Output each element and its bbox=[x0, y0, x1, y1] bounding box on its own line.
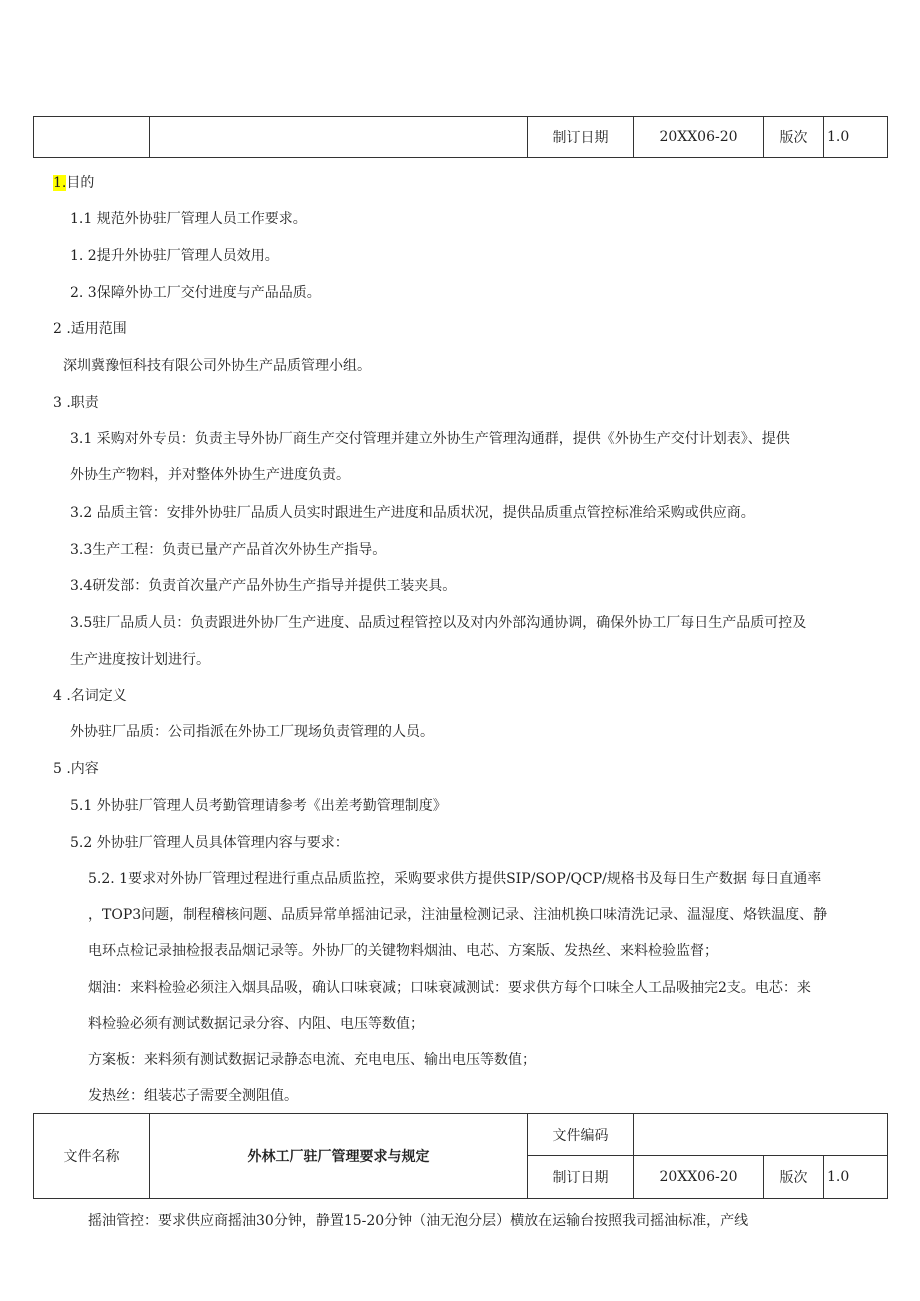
section-1-title: 目的 bbox=[66, 175, 95, 191]
top-header-table bbox=[33, 116, 888, 158]
item-3-2: 3.2 品质主管：安排外协驻厂品质人员实时跟进生产进度和品质状况，提供品质重点管控标准给采购或供应商。 bbox=[70, 505, 755, 521]
section-5-heading: 5 .内容 bbox=[53, 761, 99, 777]
oil-inspection-line2: 料检验必须有测试数据记录分容、内阻、电压等数值； bbox=[88, 1016, 424, 1032]
section-4-heading: 4 .名词定义 bbox=[53, 688, 127, 704]
oil-inspection-line1: 烟油：来料检验必须注入烟具品吸，确认口味衰减；口味衰减测试：要求供方每个口味全人工品吸抽完2支。电芯：来 bbox=[88, 980, 811, 996]
item-3-1-line1: 3.1 采购对外专员：负责主导外协厂商生产交付管理并建立外协生产管理沟通群，提供《外协生产交付计划表》、提供 bbox=[70, 431, 790, 447]
section-1-number: 1. bbox=[53, 175, 67, 191]
section-2-text: 深圳冀豫恒科技有限公司外协生产品质管理小组。 bbox=[63, 358, 371, 374]
bottom-version-label: 版次 bbox=[764, 1156, 824, 1199]
item-3-4: 3.4研发部：负责首次量产产品外协生产指导并提供工装夹具。 bbox=[70, 578, 457, 594]
header-cell-blank-1 bbox=[34, 117, 150, 158]
item-1-1: 1.1 规范外协驻厂管理人员工作要求。 bbox=[70, 211, 307, 227]
item-1-3: 2. 3保障外协工厂交付进度与产品品质。 bbox=[70, 285, 321, 301]
wire-inspection: 发热丝：组装芯子需要全测阻值。 bbox=[88, 1088, 298, 1104]
bottom-date-value: 20XX06-20 bbox=[634, 1156, 764, 1199]
file-code-value bbox=[634, 1114, 888, 1156]
section-1-heading bbox=[53, 173, 94, 193]
version-value: 1.0 bbox=[824, 117, 888, 158]
file-code-label: 文件编码 bbox=[528, 1114, 634, 1156]
board-inspection: 方案板：来料须有测试数据记录静态电流、充电电压、输出电压等数值； bbox=[88, 1052, 536, 1068]
item-3-3: 3.3生产工程：负责已量产产品首次外协生产指导。 bbox=[70, 542, 387, 558]
header-cell-blank-2 bbox=[150, 117, 528, 158]
date-value: 20XX06-20 bbox=[634, 117, 764, 158]
date-label: 制订日期 bbox=[528, 117, 634, 158]
document-title: 外林工厂驻厂管理要求与规定 bbox=[150, 1114, 528, 1199]
item-3-1-line2: 外协生产物料，并对整体外协生产进度负责。 bbox=[70, 467, 350, 483]
bottom-date-label: 制订日期 bbox=[528, 1156, 634, 1199]
item-5-1: 5.1 外协驻厂管理人员考勤管理请参考《出差考勤管理制度》 bbox=[70, 798, 447, 814]
item-5-2-1-line2: ，TOP3问题，制程稽核问题、品质异常单摇油记录，注油量检测记录、注油机换口味清洗记录、温湿度、烙铁温度、静 bbox=[88, 907, 828, 923]
version-label: 版次 bbox=[764, 117, 824, 158]
item-3-5-line2: 生产进度按计划进行。 bbox=[70, 652, 210, 668]
item-3-5-line1: 3.5驻厂品质人员：负责跟进外协厂生产进度、品质过程管控以及对内外部沟通协调，确保外协工厂每日生产品质可控及 bbox=[70, 615, 807, 631]
section-3-heading: 3 .职责 bbox=[53, 395, 99, 411]
item-5-2: 5.2 外协驻厂管理人员具体管理内容与要求： bbox=[70, 835, 349, 851]
item-5-2-1-line3: 电环点检记录抽检报表品烟记录等。外协厂的关键物料烟油、电芯、方案版、发热丝、来料检验监督； bbox=[88, 943, 718, 959]
continuation-text: 摇油管控：要求供应商摇油30分钟，静置15-20分钟（油无泡分层）横放在运输台按照我司摇油标准，产线 bbox=[88, 1213, 749, 1229]
file-name-label: 文件名称 bbox=[34, 1114, 150, 1199]
section-4-text: 外协驻厂品质：公司指派在外协工厂现场负责管理的人员。 bbox=[70, 724, 434, 740]
bottom-header-table bbox=[33, 1113, 888, 1199]
item-1-2: 1. 2提升外协驻厂管理人员效用。 bbox=[70, 248, 279, 264]
item-5-2-1-line1: 5.2. 1要求对外协厂管理过程进行重点品质监控，采购要求供方提供SIP/SOP/QCP/规格书及每日生产数据 每日直通率 bbox=[88, 871, 822, 887]
section-2-heading: 2 .适用范围 bbox=[53, 321, 127, 337]
bottom-version-value: 1.0 bbox=[824, 1156, 888, 1199]
